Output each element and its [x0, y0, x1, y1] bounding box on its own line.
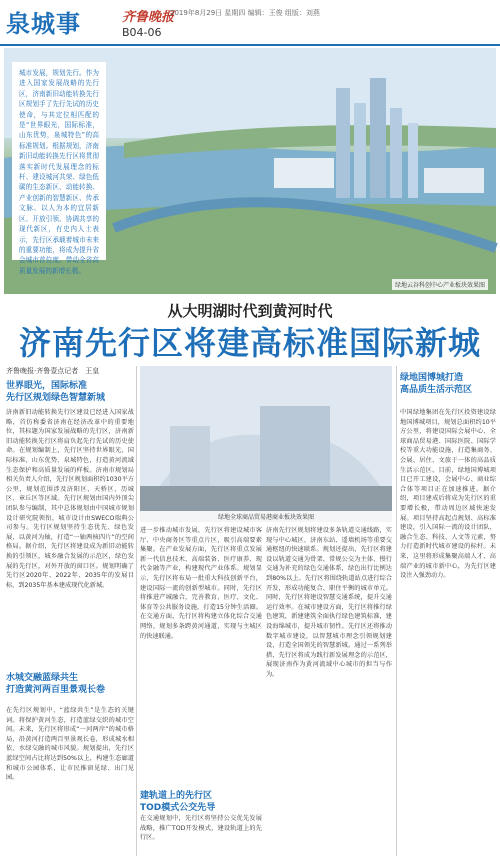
article-column-3	[266, 526, 392, 856]
article-column-4	[400, 408, 496, 856]
article-column-2	[140, 526, 262, 788]
inset-illustration	[140, 366, 392, 522]
tower-5	[408, 123, 418, 198]
article-text-2b: 在交通规划中，先行区将坚持公交优先发展战略，推广TOD开发模式，建设轨道上的先行区。	[140, 815, 262, 842]
hero-caption: 绿地云谷科创中心产业板块效果图	[392, 279, 488, 290]
kicker: 从大明湖时代到黄河时代	[167, 302, 333, 320]
low-rise-block-2	[424, 168, 484, 193]
article-text-2: 进一步推动城市发展，先行区将建设城市客厅、中央商务区等重点片区，吸引高端要素集聚。在产业发展方面，先行区将重点发展新一代信息技术、高端装备、医疗康养、现代金融等产业，构建现代产业体系。规划显示，先行区将布局一批重大科技创新平台，建设国际一流的创新型城市。同时，先行区将推进产城融合，完善教育、医疗、文化、体育等公共服务设施，打造15分钟生活圈。在交通方面，先行区将构建立体化综合交通网络，规划多条跨黄河通道，实现与主城区的快速联通。	[140, 527, 262, 640]
byline: 齐鲁晚报·齐鲁壹点记者 王皇	[6, 367, 100, 375]
page-number: B04-06	[122, 26, 162, 39]
tower-2	[354, 103, 366, 198]
subheading-1: 世界眼光，国际标准 先行区规划绿色智慧新城	[6, 381, 106, 403]
article-text-1b: 在先行区规划中，“蓝绿共生”是生态的关键词。将保护黄河生态，打造蓝绿交织的城市空间。未来，先行区将形成“一河两岸”的城市格局，沿黄河打造两百里景观长卷，形成城水相依、水绿交融的城市风貌。规划提出，先行区蓝绿空间占比将达到50%以上，构建生态廊道和城市公园体系，让市民推窗见绿、出门见园。	[6, 707, 134, 782]
sidebar-text: 城市发展，规划先行。作为进入国家发展战略的先行区，济南新旧动能转换先行区规划手了先行先试的历史使命，与其定位相匹配的是“世界眼光，国际标准，山东优势，泉城特色”的高标准规划。根据规划，济南新旧动能转换先行区将贯彻落实新时代发展理念的标杆、建设城河共荣、绿色低碳的生态新区、动能转换、产业创新的智慧新区、传承文脉、以人为本的宜居新区、开放引领、协调共享的现代新区，有史内人士表示，先行区承载着城市未来的重要功能，将成为提升省会城市首位度、带动全省高质量发展的新增长极。	[19, 69, 99, 275]
tower-1	[336, 88, 350, 198]
masthead	[0, 0, 500, 48]
article-column-1b	[6, 706, 134, 856]
headline: 济南先行区将建高标准国际新城	[18, 324, 481, 362]
newspaper-logo: 齐鲁晚报	[122, 10, 175, 25]
dateline: 2019年8月29日 星期四 编辑：王俊 组版：刘燕	[170, 9, 320, 17]
mall-tower	[260, 406, 330, 486]
section-title: 泉城事	[6, 10, 81, 38]
low-rise-block	[274, 158, 334, 188]
article-column-2b	[140, 814, 262, 856]
column-divider-left	[136, 366, 137, 856]
sidebar-intro	[16, 66, 102, 275]
article-text-1: 济南新旧动能转换先行区建设已经进入国家战略，首仿称委省济南在经济改革中的重要地位，其标题为国家发展战略的先行区，济南新旧动能转换先行区将肩负起先行先试的历史使命。在规划编制上，先行区坚持世界眼光、国际标准、山东优势、泉城特色，打造黄河流域生态保护和高质量发展的样板。济南市规划局相关负责人介绍，先行区规划面积约1030平方公里，规划范围涉及济阳区、天桥区、历城区、章丘区等区域。先行区规划由国内外顶尖团队参与编制，其中总体规划由中国城市规划设计研究院领衔，城市设计由SWECO瑞典公司参与。先行区规划坚持生态优先、绿色发展，以黄河为轴，打造“一轴两核四片”的空间格局。据介绍，先行区将建设成为新旧动能转换的引领区，城乡融合发展的示范区，绿色发展的先行区，对外开放的窗口区。规划明确了先行区2020年、2022年、2035年的发展目标，到2035年基本建成现代化新城。	[6, 409, 134, 589]
mall-wing	[170, 426, 210, 486]
article-text-3: 济南先行区规划将建设多条轨道交通线路，实现与中心城区、济南东站、遥墙机场等重要交通枢纽的快速联系。规划还提出，先行区将建设以轨道交通为骨架、常规公交为主体、慢行交通为补充的绿色交通体系，绿色出行比例达到80%以上。先行区将围绕轨道站点进行综合开发，形成功能复合、职住平衡的城市单元。同时，先行区将建设智慧交通系统，提升交通运行效率。在城市建设方面，先行区将推行绿色建筑，新建建筑全面执行绿色建筑标准，建设海绵城市，提升城市韧性。先行区还将推动数字城市建设，以智慧城市理念引领规划建设，打造全国领先的智慧新城。通过一系列举措，先行区将成为践行新发展理念的示范区，展现济南作为黄河流域中心城市的担当与作为。	[266, 527, 392, 678]
inset-caption: 绿地全球商品贸易港商业板块效果图	[140, 511, 392, 522]
tower-4	[390, 108, 402, 198]
tower-3	[370, 78, 386, 198]
masthead-rule	[0, 44, 500, 46]
inset-rendering-image	[140, 366, 392, 522]
subheading-4: 绿地国博城打造 高品质生活示范区	[400, 373, 473, 395]
column-divider-right	[396, 366, 397, 856]
subheading-3: 建轨道上的先行区 TOD模式公交先导	[140, 791, 216, 813]
article-text-4: 中国绿地集团在先行区投资建设绿地国博城项目，规划总面积约10平方公里，将建设国际会展中心、全球商品贸易港、国际医院、国际学校等重大功能设施，打造集商务、会展、居住、文旅于一体的高品质生活示范区。目前，绿地国博城项目已开工建设，会展中心、商业综合体等项目正在加速推进。据介绍，项目建成后将成为先行区的重要增长极，带动周边区域快速发展。项目坚持高起点规划、高标准建设，引入国际一流的设计团队，融合生态、科技、人文等元素，努力打造新时代城市建设的标杆。未来，这里将形成集聚高端人才、高端产业的城市新中心，为先行区建设注入强劲动力。	[400, 409, 496, 580]
subheading-2: 水城交融蓝绿共生 打造黄河两百里景观长卷	[6, 673, 106, 695]
article-column-1	[6, 408, 134, 670]
